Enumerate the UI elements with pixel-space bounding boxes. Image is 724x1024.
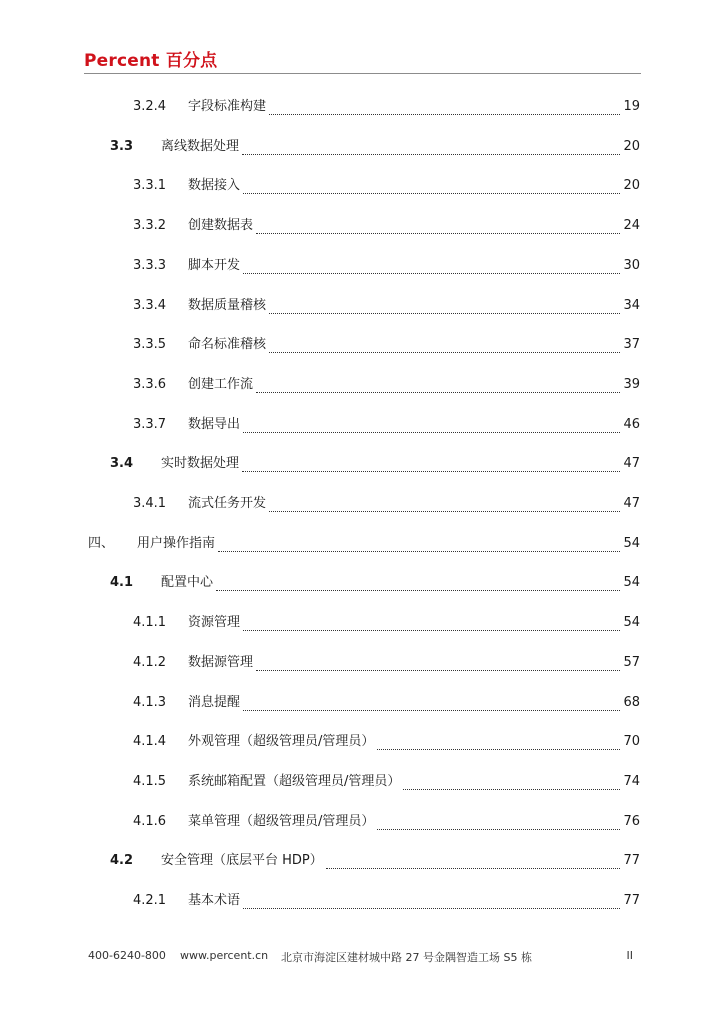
toc-entry-page: 77	[623, 853, 640, 869]
toc-leader-dots	[243, 421, 620, 433]
toc-leader-dots	[326, 857, 621, 869]
toc-entry-page: 77	[623, 893, 640, 908]
toc-entry[interactable]	[0, 769, 724, 795]
toc-entry[interactable]	[0, 690, 724, 716]
toc-entry[interactable]	[0, 134, 724, 160]
toc-entry-title: 配置中心	[161, 575, 214, 591]
toc-entry-title: 基本术语	[188, 893, 241, 908]
toc-entry-number: 3.3.7	[133, 416, 167, 432]
toc-entry-page: 68	[623, 694, 640, 710]
toc-entry-page: 54	[623, 535, 640, 551]
toc-entry-page: 74	[623, 773, 640, 789]
toc-entry[interactable]	[0, 332, 724, 358]
toc-entry-page: 37	[623, 337, 640, 353]
toc-entry-page: 19	[623, 99, 640, 114]
toc-entry-page: 39	[623, 376, 640, 392]
footer-page-number: II	[626, 949, 633, 962]
toc-entry[interactable]	[0, 412, 724, 438]
toc-entry-page: 46	[623, 416, 640, 432]
toc-entry-title: 消息提醒	[188, 694, 241, 710]
toc-entry[interactable]	[0, 531, 724, 557]
toc-entry[interactable]	[0, 94, 724, 120]
footer-website: www.percent.cn	[180, 949, 269, 962]
toc-leader-dots	[243, 182, 620, 194]
toc-entry-number: 4.2	[110, 853, 134, 869]
toc-entry-page: 47	[623, 496, 640, 511]
footer-address: 北京市海淀区建材城中路 27 号金隅智造工场 S5 栋	[281, 951, 532, 964]
toc-leader-dots	[243, 262, 620, 274]
toc-entry-title: 系统邮箱配置（超级管理员/管理员）	[188, 773, 401, 789]
toc-entry[interactable]	[0, 293, 724, 319]
toc-leader-dots	[243, 699, 620, 711]
toc-entry-number: 3.3	[110, 138, 134, 154]
toc-entry-title: 离线数据处理	[161, 138, 240, 154]
toc-entry[interactable]	[0, 848, 724, 874]
percent-logo: Percent 百分点	[84, 51, 218, 71]
toc-leader-dots	[242, 143, 620, 155]
toc-entry[interactable]	[0, 372, 724, 398]
toc-entry-page: 20	[623, 138, 640, 154]
toc-entry-number: 4.1.6	[133, 813, 167, 829]
toc-leader-dots	[377, 738, 620, 750]
toc-entry-number: 3.3.5	[133, 337, 167, 353]
toc-entry-title: 菜单管理（超级管理员/管理员）	[188, 813, 375, 829]
toc-entry-number: 3.3.2	[133, 218, 167, 234]
toc-entry-number: 3.3.3	[133, 257, 167, 273]
toc-entry-page: 24	[623, 218, 640, 234]
toc-entry-number: 四、	[88, 535, 115, 551]
toc-entry-number: 4.1.3	[133, 694, 167, 710]
toc-entry[interactable]	[0, 888, 724, 914]
toc-entry-page: 34	[623, 297, 640, 313]
toc-entry-page: 47	[623, 456, 640, 472]
footer-phone: 400-6240-800	[88, 949, 166, 962]
toc-leader-dots	[242, 460, 620, 472]
toc-entry-title: 数据源管理	[188, 654, 254, 670]
toc-entry-number: 4.1.4	[133, 734, 167, 750]
toc-entry-title: 创建工作流	[188, 376, 254, 392]
toc-entry[interactable]	[0, 809, 724, 835]
toc-entry-page: 54	[623, 615, 640, 631]
toc-entry-page: 76	[623, 813, 640, 829]
toc-entry-title: 外观管理（超级管理员/管理员）	[188, 734, 375, 750]
toc-entry-number: 3.3.1	[133, 178, 167, 194]
toc-leader-dots	[269, 341, 620, 353]
toc-entry-number: 4.1.5	[133, 773, 167, 789]
toc-entry-page: 30	[623, 257, 640, 273]
toc-leader-dots	[269, 103, 620, 115]
toc-entry-title: 数据接入	[188, 178, 241, 194]
toc-entry-number: 3.3.4	[133, 297, 167, 313]
toc-entry[interactable]	[0, 173, 724, 199]
toc-entry-title: 资源管理	[188, 615, 241, 631]
page-header	[84, 44, 641, 72]
toc-leader-dots	[403, 778, 620, 790]
toc-leader-dots	[269, 500, 620, 512]
page-footer	[88, 949, 633, 965]
toc-entry-title: 命名标准稽核	[188, 337, 267, 353]
toc-entry-title: 字段标准构建	[188, 99, 267, 114]
toc-entry[interactable]	[0, 491, 724, 517]
toc-entry-number: 4.1	[110, 575, 134, 591]
toc-leader-dots	[243, 619, 620, 631]
toc-entry-number: 3.4	[110, 456, 134, 472]
toc-entry[interactable]	[0, 570, 724, 596]
toc-leader-dots	[218, 540, 620, 552]
toc-entry-number: 4.2.1	[133, 893, 167, 908]
toc-entry-title: 用户操作指南	[137, 535, 216, 551]
toc-entry[interactable]	[0, 253, 724, 279]
toc-entry-title: 脚本开发	[188, 257, 241, 273]
toc-entry-number: 3.3.6	[133, 376, 167, 392]
toc-entry-title: 创建数据表	[188, 218, 254, 234]
toc-leader-dots	[216, 579, 620, 591]
toc-entry-number: 4.1.2	[133, 654, 167, 670]
toc-leader-dots	[377, 818, 620, 830]
header-divider	[84, 73, 641, 74]
toc-entry[interactable]	[0, 213, 724, 239]
toc-entry-title: 实时数据处理	[161, 456, 240, 472]
toc-entry[interactable]	[0, 610, 724, 636]
toc-entry-title: 数据导出	[188, 416, 241, 432]
toc-entry-number: 3.2.4	[133, 99, 167, 114]
toc-entry-title: 安全管理（底层平台 HDP）	[161, 853, 323, 869]
toc-entry[interactable]	[0, 650, 724, 676]
toc-entry-number: 4.1.1	[133, 615, 167, 631]
toc-entry-page: 20	[623, 178, 640, 194]
toc-leader-dots	[256, 381, 620, 393]
toc-entry-page: 70	[623, 734, 640, 750]
toc-entry[interactable]	[0, 451, 724, 477]
toc-entry-page: 54	[623, 575, 640, 591]
toc-entry-title: 数据质量稽核	[188, 297, 267, 313]
toc-leader-dots	[243, 897, 620, 909]
toc-leader-dots	[269, 302, 620, 314]
toc-entry-number: 3.4.1	[133, 496, 167, 511]
toc-leader-dots	[256, 222, 620, 234]
toc-entry-title: 流式任务开发	[188, 496, 267, 511]
toc-leader-dots	[256, 659, 620, 671]
toc-entry[interactable]	[0, 729, 724, 755]
toc-entry-page: 57	[623, 654, 640, 670]
